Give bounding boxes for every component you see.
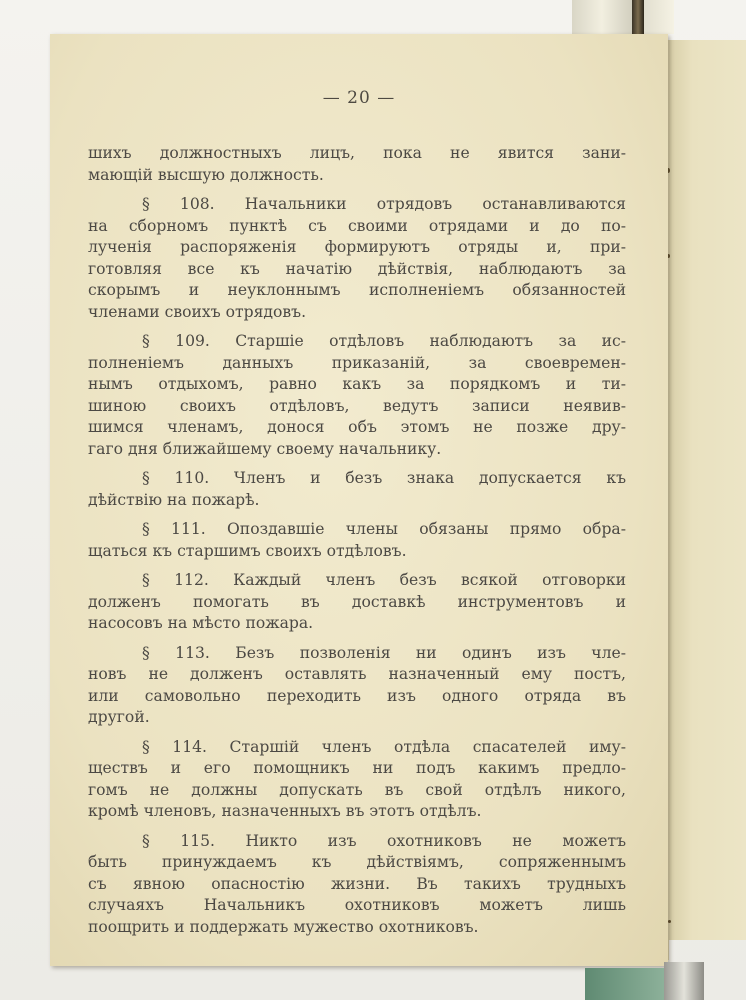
text-line: мающій высшую должность. — [88, 165, 324, 184]
text-line: ществъ и его помощникъ ни подъ какимъ предло- — [88, 759, 626, 777]
paragraph-113 — [88, 643, 626, 729]
text-line: шимся членамъ, донося объ этомъ не позже дру- — [88, 418, 626, 436]
text-line: гомъ не должны допускать въ свой отдѣлъ никого, — [88, 780, 626, 799]
binding-rod-top-right — [644, 0, 674, 34]
text-line: § 110. Членъ и безъ знака допускается къ — [142, 469, 626, 487]
paragraph-112 — [88, 570, 626, 635]
text-line: поощрить и поддержать мужество охотниковъ. — [88, 917, 479, 936]
text-line: гаго дня ближайшему своему начальнику. — [88, 439, 442, 458]
text-line: дѣйствію на пожарѣ. — [88, 490, 260, 509]
page-body-text — [88, 143, 626, 946]
text-line: § 115. Никто изъ охотниковъ не можетъ — [142, 831, 626, 850]
binding-clip-top — [632, 0, 644, 34]
paragraph-109 — [88, 331, 626, 460]
page-number: — 20 — — [322, 88, 396, 108]
paragraph-continuation — [88, 143, 626, 186]
text-line: случаяхъ Начальникъ охотниковъ можетъ лишь — [88, 896, 626, 914]
paragraph-108 — [88, 194, 626, 323]
text-line: или самовольно переходить изъ одного отряда въ — [88, 686, 626, 705]
binding-rod-bottom — [664, 962, 704, 1000]
text-line: § 109. Старшіе отдѣловъ наблюдаютъ за ис- — [142, 332, 626, 350]
text-line: новъ не долженъ оставлять назначенный ему постъ, — [88, 665, 626, 683]
text-line: быть принуждаемъ къ дѣйствіямъ, сопряженнымъ — [88, 853, 626, 871]
text-line: членами своихъ отрядовъ. — [88, 302, 307, 321]
text-line: § 108. Начальники отрядовъ останавливаются — [142, 195, 626, 213]
paper-spot — [668, 920, 671, 923]
text-line: § 114. Старшій членъ отдѣла спасателей иму- — [142, 737, 626, 756]
text-line: съ явною опасностію жизни. Въ такихъ трудныхъ — [88, 874, 626, 893]
text-line: скорымъ и неуклоннымъ исполненіемъ обязанностей — [88, 281, 626, 299]
text-line: долженъ помогать въ доставкѣ инструментовъ и — [88, 592, 626, 611]
facing-page-edge — [668, 40, 746, 940]
text-line: § 113. Безъ позволенія ни одинъ изъ чле- — [142, 643, 626, 662]
text-line: насосовъ на мѣсто пожара. — [88, 614, 314, 632]
text-line: § 112. Каждый членъ безъ всякой отговорки — [142, 571, 626, 589]
text-line: § 111. Опоздавшіе члены обязаны прямо обра- — [142, 520, 626, 538]
text-line: полненіемъ данныхъ приказаній, за своевремен- — [88, 353, 626, 372]
text-line: шихъ должностныхъ лицъ, пока не явится зани- — [88, 144, 626, 162]
text-line: другой. — [88, 708, 150, 726]
paragraph-114 — [88, 737, 626, 823]
text-line: готовляя все къ начатію дѣйствія, наблюдаютъ за — [88, 259, 626, 278]
text-line: щаться къ старшимъ своихъ отдѣловъ. — [88, 541, 407, 560]
binding-rod-top — [572, 0, 632, 34]
paragraph-110 — [88, 468, 626, 511]
paragraph-111 — [88, 519, 626, 562]
text-line: шиною своихъ отдѣловъ, ведутъ записи неявив- — [88, 396, 626, 415]
bookmark-ribbon — [585, 968, 665, 1000]
text-line: на сборномъ пунктѣ съ своими отрядами и до по- — [88, 216, 626, 235]
text-line: лученія распоряженія формируютъ отряды и, при- — [88, 238, 626, 256]
paragraph-115 — [88, 831, 626, 939]
text-line: кромѣ членовъ, назначенныхъ въ этотъ отдѣлъ. — [88, 802, 482, 820]
text-line: нымъ отдыхомъ, равно какъ за порядкомъ и ти- — [88, 375, 626, 393]
